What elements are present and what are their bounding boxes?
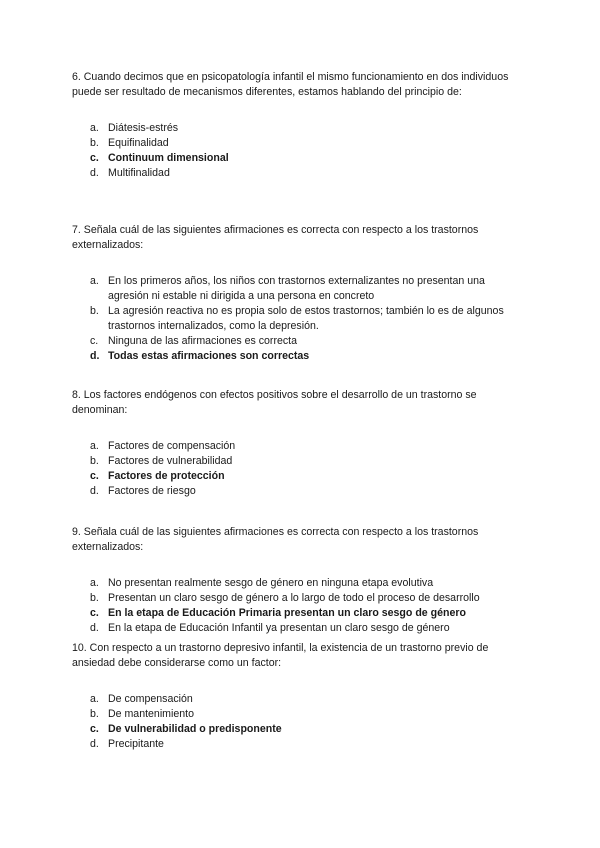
option-text: De compensación (108, 693, 193, 705)
option-c (72, 722, 524, 737)
option-letter: d. (90, 738, 99, 750)
option-letter: c. (90, 607, 99, 619)
option-letter: a. (90, 577, 99, 589)
option-a (72, 274, 524, 304)
option-letter: c. (90, 470, 99, 482)
option-text: No presentan realmente sesgo de género en ninguna etapa evolutiva (108, 577, 434, 589)
option-letter: b. (90, 305, 99, 317)
option-letter: c. (90, 152, 99, 164)
option-text: De vulnerabilidad o predisponente (108, 723, 282, 735)
option-letter: c. (90, 723, 99, 735)
option-text: Todas estas afirmaciones son correctas (108, 350, 310, 362)
question-10 (72, 641, 524, 752)
option-text: Equifinalidad (108, 137, 169, 149)
options-list (72, 274, 524, 364)
question-text: 10. Con respecto a un trastorno depresivo infantil, la existencia de un trastorno previo de ansiedad debe considerarse como un factor: (72, 642, 489, 669)
option-b (72, 454, 524, 469)
options-list (72, 121, 524, 181)
option-letter: d. (90, 485, 99, 497)
option-text: Factores de vulnerabilidad (108, 455, 233, 467)
option-letter: b. (90, 592, 99, 604)
option-d (72, 737, 524, 752)
option-a (72, 576, 524, 591)
option-c (72, 151, 524, 166)
option-text: Factores de protección (108, 470, 225, 482)
option-c (72, 469, 524, 484)
option-text: En la etapa de Educación Infantil ya presentan un claro sesgo de género (108, 622, 450, 634)
options-list (72, 439, 524, 499)
option-b (72, 136, 524, 151)
options-list (72, 692, 524, 752)
question-text: 7. Señala cuál de las siguientes afirmaciones es correcta con respecto a los trastornos externalizados: (72, 224, 479, 251)
option-c (72, 334, 524, 349)
option-letter: b. (90, 708, 99, 720)
option-letter: d. (90, 622, 99, 634)
option-letter: d. (90, 167, 99, 179)
question-text: 9. Señala cuál de las siguientes afirmaciones es correcta con respecto a los trastornos externalizados: (72, 526, 479, 553)
option-letter: a. (90, 440, 99, 452)
option-text: Continuum dimensional (108, 152, 229, 164)
option-a (72, 692, 524, 707)
option-d (72, 166, 524, 181)
option-text: Precipitante (108, 738, 164, 750)
option-b (72, 591, 524, 606)
option-text: Factores de riesgo (108, 485, 196, 497)
option-text: En la etapa de Educación Primaria presentan un claro sesgo de género (108, 607, 466, 619)
option-text: La agresión reactiva no es propia solo de estos trastornos; también lo es de algunos trastornos internalizados, como la depresión. (108, 305, 504, 332)
question-9 (72, 525, 524, 636)
option-letter: d. (90, 350, 100, 362)
option-b (72, 304, 524, 334)
options-list (72, 576, 524, 636)
option-c (72, 606, 524, 621)
option-d (72, 484, 524, 499)
question-8 (72, 388, 524, 499)
option-text: Diátesis-estrés (108, 122, 179, 134)
option-text: Factores de compensación (108, 440, 236, 452)
option-d (72, 349, 524, 364)
option-letter: b. (90, 137, 99, 149)
option-letter: c. (90, 335, 99, 347)
option-text: Ninguna de las afirmaciones es correcta (108, 335, 298, 347)
option-letter: a. (90, 275, 99, 287)
question-text: 6. Cuando decimos que en psicopatología infantil el mismo funcionamiento en dos individuos puede ser resultado de mecanismos diferentes, estamos hablando del principio de: (72, 71, 509, 98)
option-letter: b. (90, 455, 99, 467)
option-a (72, 439, 524, 454)
option-d (72, 621, 524, 636)
option-b (72, 707, 524, 722)
option-letter: a. (90, 693, 99, 705)
option-text: En los primeros años, los niños con trastornos externalizantes no presentan una agresión ni estable ni dirigida a una persona en concreto (108, 275, 485, 302)
question-6 (72, 70, 524, 181)
option-text: Multifinalidad (108, 167, 170, 179)
question-7 (72, 223, 524, 364)
question-text: 8. Los factores endógenos con efectos positivos sobre el desarrollo de un trastorno se denominan: (72, 389, 477, 416)
option-letter: a. (90, 122, 99, 134)
option-a (72, 121, 524, 136)
option-text: De mantenimiento (108, 708, 194, 720)
option-text: Presentan un claro sesgo de género a lo largo de todo el proceso de desarrollo (108, 592, 480, 604)
